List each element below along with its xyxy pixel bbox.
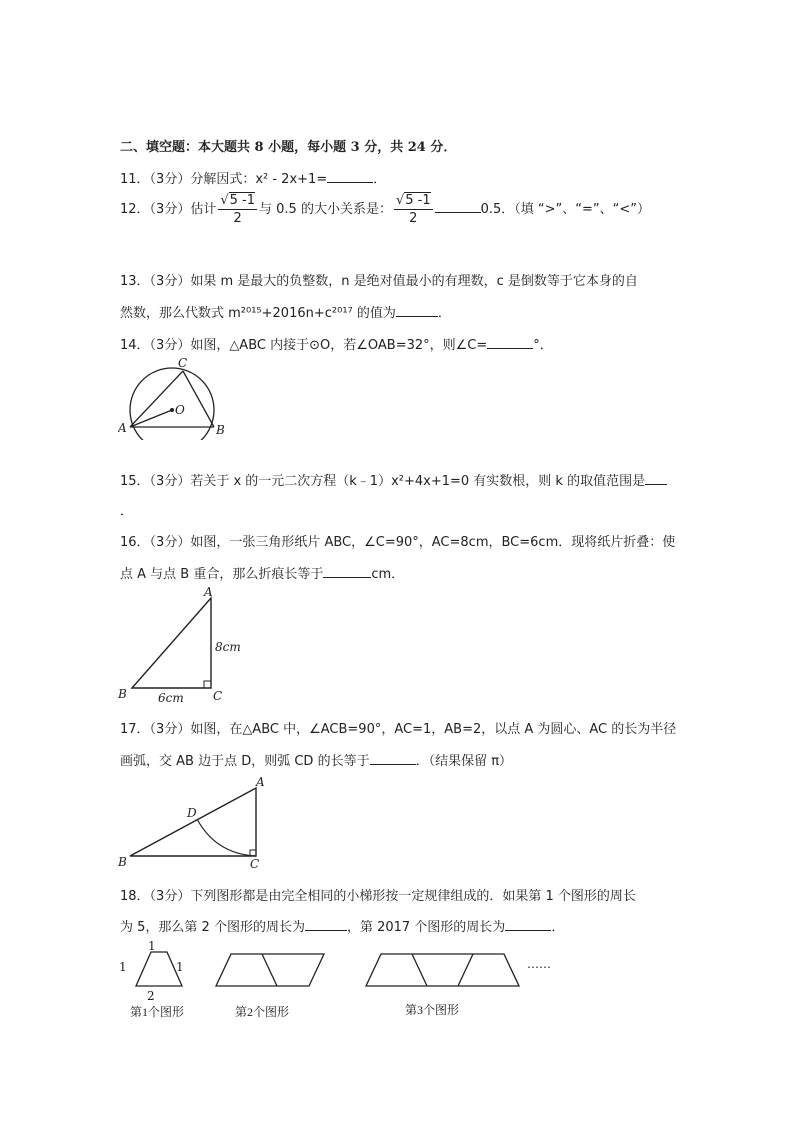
q17-blank [370, 752, 416, 765]
fig-ellipsis: …… [527, 957, 551, 971]
segment-ac [130, 371, 183, 427]
fig1-left-label: 1 [119, 960, 127, 974]
label-a: A [256, 775, 265, 789]
q17-end: ．（结果保留 π） [415, 754, 513, 769]
q16-blank [323, 565, 371, 578]
q18-blank-1 [305, 918, 347, 931]
q15-line2: ． [120, 504, 134, 519]
q14-text: 14．（3分）如图，△ABC 内接于⊙O，若∠OAB=32°，则∠C= [120, 338, 488, 353]
label-b: B [118, 855, 127, 869]
q12-fraction-2: $\frac{√5 -1}{2}$ [395, 193, 431, 226]
label-ac-length: 8cm [215, 640, 241, 654]
q12-frac2-num: 5 -1 [405, 193, 431, 208]
q14-blank [487, 336, 533, 349]
q12-frac1-den: 2 [233, 211, 242, 226]
question-17-line2 [120, 750, 512, 769]
label-d: D [187, 806, 197, 820]
q18-line2b: ，第 2017 个图形的周长为 [346, 920, 506, 935]
q11-text: 11．（3分）分解因式：x² - 2x+1= [120, 172, 328, 187]
q18-line1: 18．（3分）下列图形都是由完全相同的小梯形按一定规律组成的．如果第 1 个图形的周长 [120, 889, 636, 904]
q15-blank [645, 472, 667, 485]
q17-arc-figure [116, 774, 276, 870]
q12-fraction-1: $\frac{√5 -1}{2}$ [220, 193, 255, 226]
q17-line2: 画弧，交 AB 边于点 D，则弧 CD 的长等于 [120, 754, 370, 769]
arc-cd [197, 819, 256, 856]
fig1-top-label: 1 [148, 939, 156, 953]
q16-line2: 点 A 与点 B 重合，那么折痕长等于 [120, 567, 324, 582]
q16-line1: 16．（3分）如图，一张三角形纸片 ABC，∠C=90°，AC=8cm，BC=6cm．现将纸片折叠：使 [120, 535, 676, 550]
q18-blank-2 [505, 918, 551, 931]
fig3-outline [366, 954, 519, 986]
label-bc-length: 6cm [158, 691, 184, 705]
question-14 [120, 334, 553, 353]
segment-bc [183, 371, 214, 427]
q16-end: cm． [371, 567, 405, 582]
caption-fig2: 第2个图形 [235, 1005, 290, 1019]
q13-end: ． [437, 306, 451, 321]
question-15 [120, 470, 667, 489]
label-c: C [178, 356, 188, 370]
q11-blank [327, 170, 373, 183]
q12-mid: 与 0.5 的大小关系是： [259, 202, 392, 217]
q12-prefix: 12．（3分）估计 [120, 202, 217, 217]
label-b: B [216, 423, 225, 437]
q12-blank [435, 200, 481, 213]
q18-line2a: 为 5，那么第 2 个图形的周长为 [120, 920, 305, 935]
q12-frac2-den: 2 [409, 211, 418, 226]
question-18-line2 [120, 916, 564, 935]
question-11 [120, 168, 386, 187]
q13-blank [396, 304, 438, 317]
segment-oa [130, 410, 172, 427]
q14-circle-figure [118, 356, 228, 440]
question-12 [120, 192, 650, 227]
triangle-abc [130, 788, 256, 856]
question-13-line2 [120, 302, 451, 321]
fig3-divider-2 [458, 954, 473, 986]
caption-fig1: 第1个图形 [130, 1005, 185, 1019]
q17-line1: 17．（3分）如图，在△ABC 中，∠ACB=90°，AC=1，AB=2，以点 A 为圆心、AC 的长为半径 [120, 722, 677, 737]
q13-line1: 13．（3分）如果 m 是最大的负整数，n 是绝对值最小的有理数，c 是倒数等于它本身的自 [120, 274, 638, 289]
label-o: O [175, 403, 185, 417]
right-angle-mark [204, 681, 211, 688]
q16-triangle-figure [116, 584, 246, 706]
label-c: C [250, 857, 260, 870]
q15-line1: 15．（3分）若关于 x 的一元二次方程（k﹣1）x²+4x+1=0 有实数根，则 k 的取值范围是 [120, 474, 646, 489]
q13-line2: 然数，那么代数式 m²⁰¹⁵+2016n+c²⁰¹⁷ 的值为 [120, 306, 396, 321]
label-a: A [118, 421, 127, 435]
caption-fig3: 第3个图形 [405, 1003, 460, 1017]
q12-frac1-num: 5 -1 [229, 193, 255, 208]
q14-end: °． [533, 338, 553, 353]
fig1-right-label: 1 [176, 960, 184, 974]
fig1-bottom-label: 2 [147, 989, 155, 1003]
q12-end: 0.5．（填 “>”、“=”、“<”） [480, 202, 651, 217]
question-16-line2 [120, 563, 404, 582]
center-point [170, 408, 174, 412]
fig3-divider-1 [412, 954, 427, 986]
label-b: B [118, 687, 127, 701]
triangle-abc [132, 598, 211, 688]
label-a: A [204, 585, 213, 599]
q18-end: ． [551, 920, 565, 935]
section-title: 二、填空题：本大题共 8 小题，每小题 3 分，共 24 分． [120, 140, 457, 155]
label-c: C [213, 689, 223, 703]
fig2-divider [262, 954, 277, 986]
q11-end: ． [373, 172, 387, 187]
